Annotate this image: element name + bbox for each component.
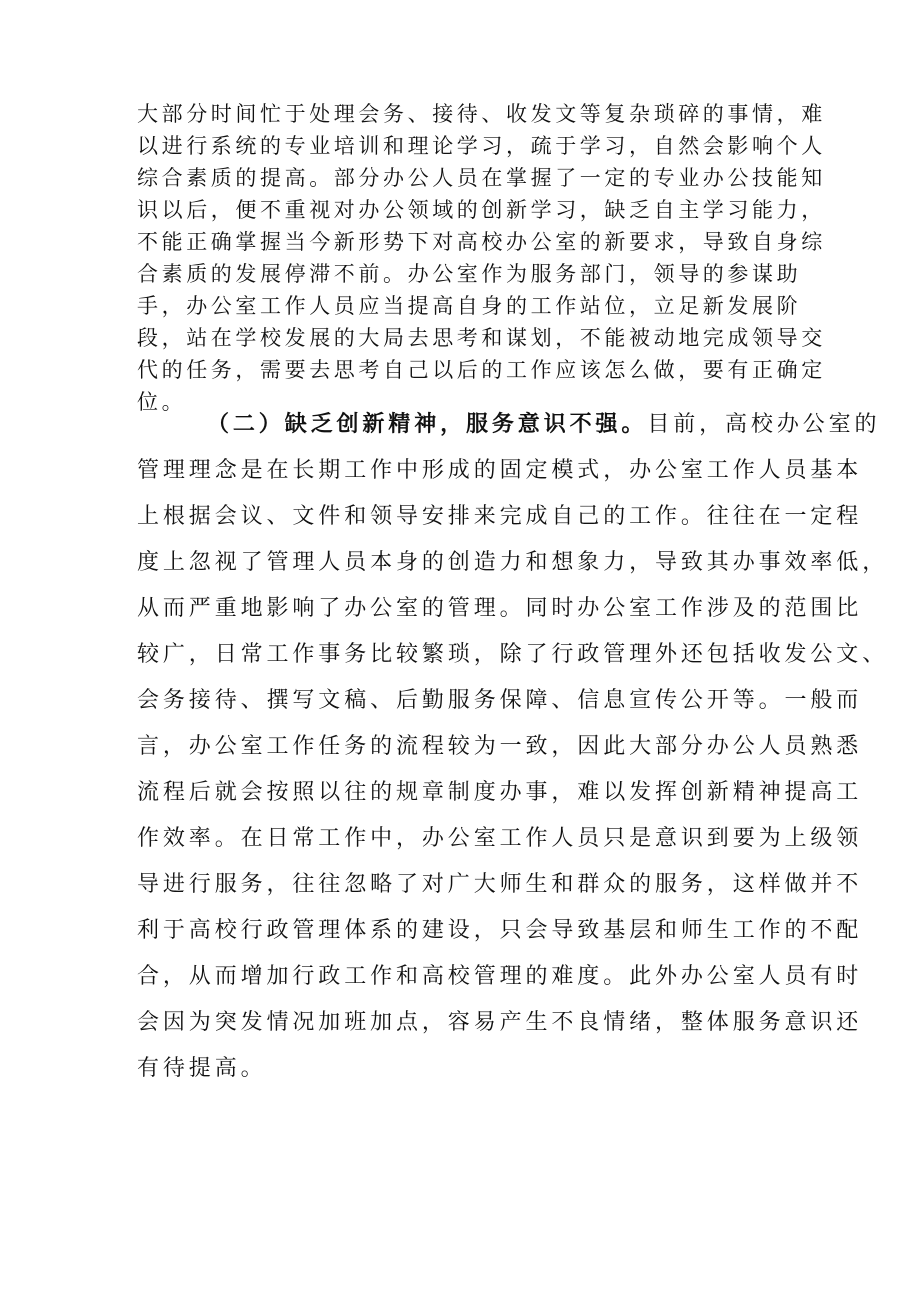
text-line: 识以后，便不重视对办公领域的创新学习，缺乏自主学习能力，	[137, 198, 826, 222]
text-line: 度上忽视了管理人员本身的创造力和想象力，导致其办事效率低，	[137, 550, 889, 575]
text-line: 综合素质的提高。部分办公人员在掌握了一定的专业办公技能知	[137, 166, 826, 190]
text-line: 以进行系统的专业培训和理论学习，疏于学习，自然会影响个人	[137, 134, 826, 158]
text-line: 管理理念是在长期工作中形成的固定模式，办公室工作人员基本	[137, 458, 863, 483]
text-line: 作效率。在日常工作中，办公室工作人员只是意识到要为上级领	[137, 826, 863, 851]
text-line: 利于高校行政管理体系的建设，只会导致基层和师生工作的不配	[137, 918, 863, 943]
text-line: 导进行服务，往往忽略了对广大师生和群众的服务，这样做并不	[137, 872, 863, 897]
text-line: 从而严重地影响了办公室的管理。同时办公室工作涉及的范围比	[137, 596, 863, 621]
text-line: 位。	[137, 390, 187, 414]
section-heading: （二）缺乏创新精神，服务意识不强。	[207, 412, 648, 437]
section-paragraph	[137, 402, 889, 1092]
text-line: 上根据会议、文件和领导安排来完成自己的工作。往往在一定程	[137, 504, 863, 529]
text-line: 言，办公室工作任务的流程较为一致，因此大部分办公人员熟悉	[137, 734, 863, 759]
text-line: 合素质的发展停滞不前。办公室作为服务部门，领导的参谋助	[137, 262, 802, 286]
section-first-line	[137, 402, 881, 448]
text-line: 手，办公室工作人员应当提高自身的工作站位，立足新发展阶	[137, 294, 802, 318]
text-line: 段，站在学校发展的大局去思考和谋划，不能被动地完成领导交	[137, 326, 826, 350]
text-line: 大部分时间忙于处理会务、接待、收发文等复杂琐碎的事情，难	[137, 102, 826, 126]
text-line: 会因为突发情况加班加点，容易产生不良情绪，整体服务意识还	[137, 1010, 863, 1035]
text-line: 合，从而增加行政工作和高校管理的难度。此外办公室人员有时	[137, 964, 863, 989]
text-line: 流程后就会按照以往的规章制度办事，难以发挥创新精神提高工	[137, 780, 863, 805]
paragraph-continued	[137, 98, 826, 418]
text-line: 代的任务，需要去思考自己以后的工作应该怎么做，要有正确定	[137, 358, 826, 382]
section-first-line-text: 目前，高校办公室的	[647, 412, 881, 437]
text-line: 有待提高。	[137, 1056, 267, 1081]
text-line: 不能正确掌握当今新形势下对高校办公室的新要求，导致自身综	[137, 230, 826, 254]
text-line: 较广，日常工作事务比较繁琐，除了行政管理外还包括收发公文、	[137, 642, 889, 667]
text-line: 会务接待、撰写文稿、后勤服务保障、信息宣传公开等。一般而	[137, 688, 863, 713]
